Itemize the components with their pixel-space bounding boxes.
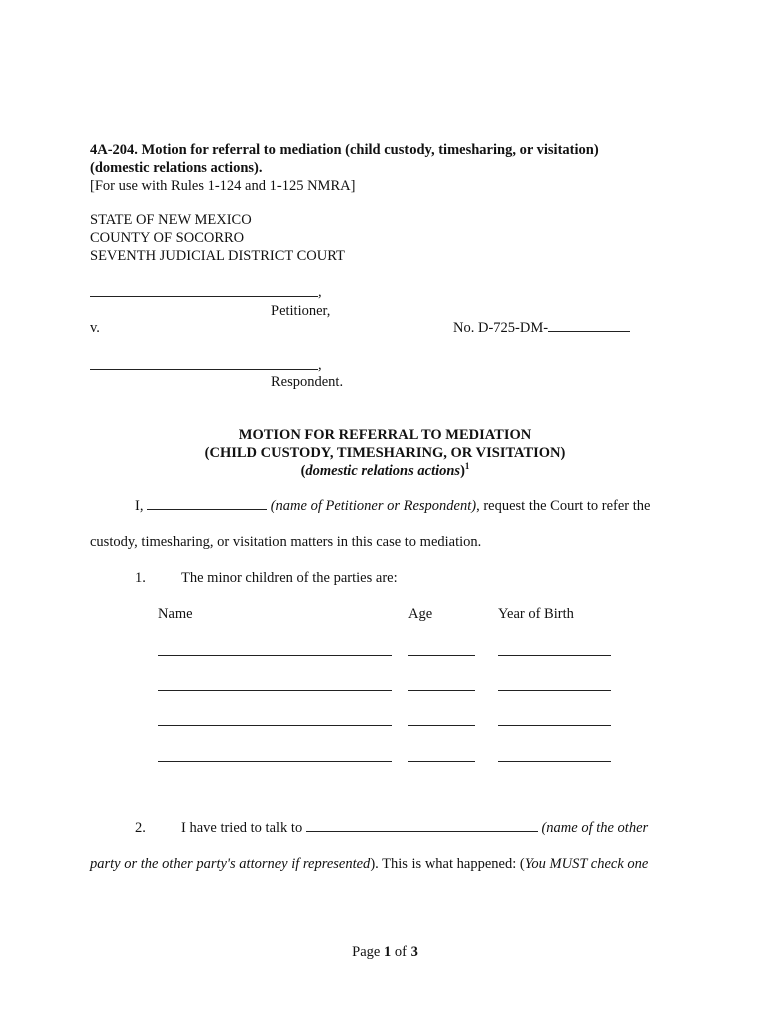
child-name-blank[interactable] — [158, 761, 392, 762]
case-number-blank[interactable] — [548, 319, 630, 332]
versus-label: v. — [90, 320, 100, 336]
current-page: 1 — [383, 944, 392, 960]
child-name-blank[interactable] — [158, 655, 392, 656]
child-name-blank[interactable] — [158, 725, 392, 726]
child-age-blank[interactable] — [408, 725, 475, 726]
item2-number: 2. — [135, 820, 146, 836]
column-header-name: Name — [158, 606, 193, 622]
case-number — [453, 319, 630, 337]
item2-line2: party or the other party's attorney if represented). This is what happened: (You MUST check one — [90, 856, 649, 872]
column-header-age: Age — [408, 606, 433, 622]
page-number: Page 1 of 3 — [352, 944, 418, 960]
party-name-hint: (name of Petitioner or Respondent) — [270, 498, 477, 514]
other-party-name-blank[interactable] — [306, 819, 538, 832]
other-party-hint: (name of the other — [541, 820, 649, 836]
court-state: STATE OF NEW MEXICO — [90, 212, 252, 228]
child-name-blank[interactable] — [158, 690, 392, 691]
child-age-blank[interactable] — [408, 690, 475, 691]
item2-line1: I have tried to talk to (name of the other — [181, 820, 649, 836]
respondent-label: Respondent. — [271, 374, 344, 390]
petitioner-comma: , — [318, 284, 322, 300]
child-year-blank[interactable] — [498, 725, 611, 726]
intro-line1: I, (name of Petitioner or Respondent), request the Court to refer the — [135, 498, 651, 514]
child-year-blank[interactable] — [498, 690, 611, 691]
motion-title-line2: (CHILD CUSTODY, TIMESHARING, OR VISITATION) — [204, 445, 566, 461]
respondent-name-blank[interactable] — [90, 369, 318, 370]
rules-note: [For use with Rules 1-124 and 1-125 NMRA] — [90, 178, 356, 194]
petitioner-label: Petitioner, — [271, 303, 331, 319]
motion-title-line3: (domestic relations actions)$^1$ — [300, 461, 470, 479]
item1-number: 1. — [135, 570, 146, 586]
motion-subtitle-italic: domestic relations actions — [305, 463, 461, 479]
respondent-comma: , — [318, 357, 322, 373]
child-year-blank[interactable] — [498, 761, 611, 762]
court-county: COUNTY OF SOCORRO — [90, 230, 245, 246]
child-year-blank[interactable] — [498, 655, 611, 656]
court-district: SEVENTH JUDICIAL DISTRICT COURT — [90, 248, 345, 264]
item1-text: The minor children of the parties are: — [181, 570, 398, 586]
party-name-blank[interactable] — [147, 497, 267, 510]
child-age-blank[interactable] — [408, 761, 475, 762]
case-number-label: No. D-725-DM- — [453, 320, 549, 336]
form-title-line2: (domestic relations actions). — [90, 160, 263, 176]
total-pages: 3 — [410, 944, 418, 960]
column-header-year: Year of Birth — [498, 606, 574, 622]
motion-title-line1: MOTION FOR REFERRAL TO MEDIATION — [238, 427, 532, 443]
child-age-blank[interactable] — [408, 655, 475, 656]
form-title-line1: 4A-204. Motion for referral to mediation (child custody, timesharing, or visitation) — [90, 142, 599, 158]
footnote-marker: 1 — [464, 461, 470, 472]
intro-line2: custody, timesharing, or visitation matters in this case to mediation. — [90, 534, 482, 550]
petitioner-name-blank[interactable] — [90, 296, 318, 297]
